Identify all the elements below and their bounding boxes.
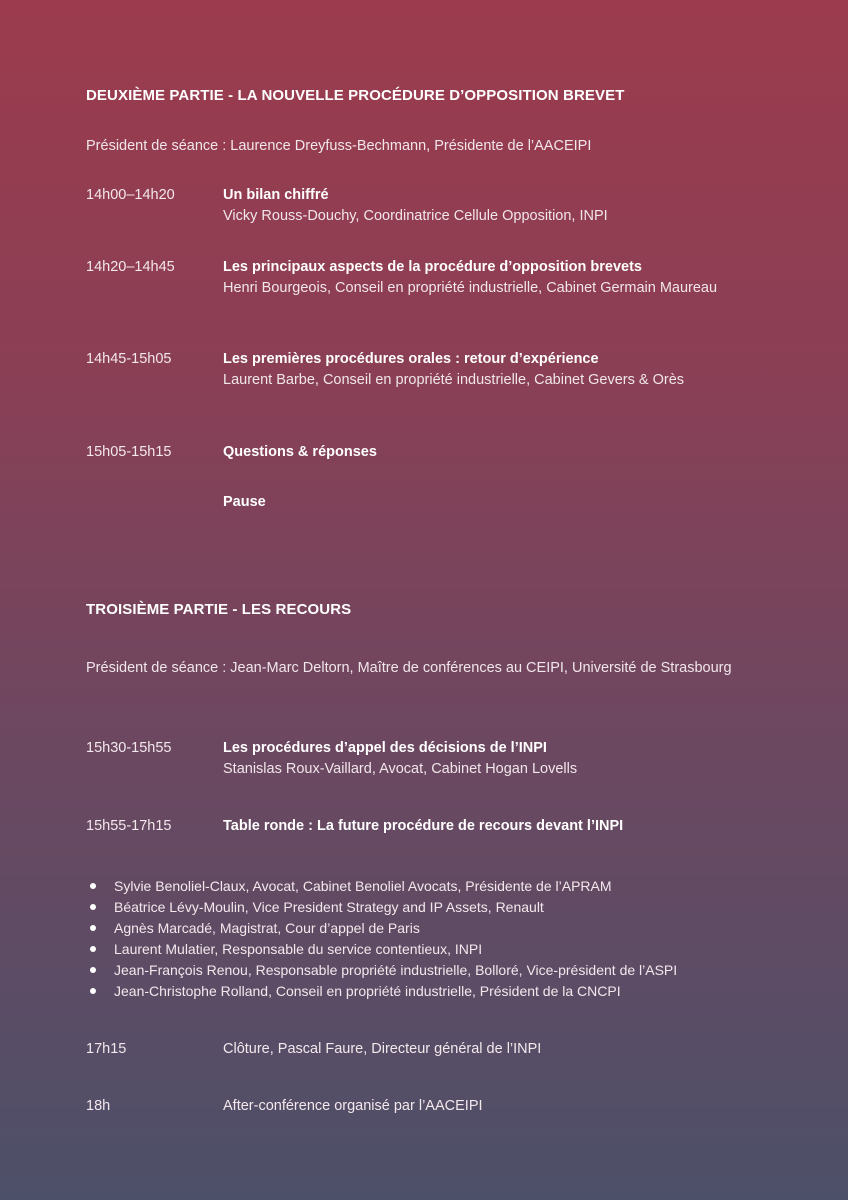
closing-text: Clôture, Pascal Faure, Directeur général de l’INPI (223, 1041, 542, 1057)
panelist: Sylvie Benoliel-Claux, Avocat, Cabinet Benoliel Avocats, Présidente de l’APRAM (114, 878, 612, 894)
closing-time: 17h15 (86, 1041, 127, 1057)
session-item (223, 738, 763, 780)
session-item (223, 185, 763, 227)
panelist: Jean-Christophe Rolland, Conseil en propriété industrielle, Président de la CNCPI (114, 983, 621, 999)
list-item (88, 876, 677, 897)
session-time: 14h20–14h45 (86, 259, 175, 275)
session-time: 15h55-17h15 (86, 818, 172, 834)
session-item (223, 257, 763, 299)
panelist-list (88, 876, 677, 1002)
panelist: Béatrice Lévy-Moulin, Vice President Strategy and IP Assets, Renault (114, 899, 544, 915)
bullet-icon (90, 925, 96, 931)
session-title: Un bilan chiffré (223, 187, 329, 203)
panelist: Laurent Mulatier, Responsable du service contentieux, INPI (114, 941, 483, 957)
part2-chair: Président de séance : Laurence Dreyfuss-Bechmann, Présidente de l’AACEIPI (86, 138, 592, 154)
session-time: 14h00–14h20 (86, 187, 175, 203)
session-title: Les premières procédures orales : retour d’expérience (223, 351, 599, 367)
after-text: After-conférence organisé par l’AACEIPI (223, 1098, 483, 1114)
part3-chair: Président de séance : Jean-Marc Deltorn, Maître de conférences au CEIPI, Université de Strasbourg (86, 660, 732, 676)
list-item (88, 939, 677, 960)
part2-title: DEUXIÈME PARTIE - LA NOUVELLE PROCÉDURE D’OPPOSITION BREVET (86, 87, 625, 104)
session-title: Table ronde : La future procédure de recours devant l’INPI (223, 818, 624, 834)
session-time: 15h30-15h55 (86, 740, 172, 756)
part3-title: TROISIÈME PARTIE - LES RECOURS (86, 601, 352, 618)
session-item (223, 816, 763, 837)
panelist: Jean-François Renou, Responsable propriété industrielle, Bolloré, Vice-président de l’ASPI (114, 962, 678, 978)
session-item (223, 442, 763, 463)
session-speaker: Laurent Barbe, Conseil en propriété industrielle, Cabinet Gevers & Orès (223, 372, 685, 388)
panelist: Agnès Marcadé, Magistrat, Cour d’appel de Paris (114, 920, 420, 936)
bullet-icon (90, 967, 96, 973)
session-speaker: Vicky Rouss-Douchy, Coordinatrice Cellule Opposition, INPI (223, 208, 608, 224)
bullet-icon (90, 883, 96, 889)
session-title: Les procédures d’appel des décisions de l’INPI (223, 740, 547, 756)
session-speaker: Stanislas Roux-Vaillard, Avocat, Cabinet Hogan Lovells (223, 761, 578, 777)
after-time: 18h (86, 1098, 111, 1114)
pause-label: Pause (223, 494, 266, 510)
list-item (88, 981, 677, 1002)
list-item (88, 918, 677, 939)
bullet-icon (90, 904, 96, 910)
session-time: 15h05-15h15 (86, 444, 172, 460)
session-speaker: Henri Bourgeois, Conseil en propriété industrielle, Cabinet Germain Maureau (223, 280, 718, 296)
list-item (88, 897, 677, 918)
session-item (223, 349, 763, 391)
pause-item (223, 492, 763, 513)
session-title: Questions & réponses (223, 444, 377, 460)
bullet-icon (90, 988, 96, 994)
session-time: 14h45-15h05 (86, 351, 172, 367)
bullet-icon (90, 946, 96, 952)
session-title: Les principaux aspects de la procédure d’opposition brevets (223, 259, 642, 275)
list-item (88, 960, 677, 981)
